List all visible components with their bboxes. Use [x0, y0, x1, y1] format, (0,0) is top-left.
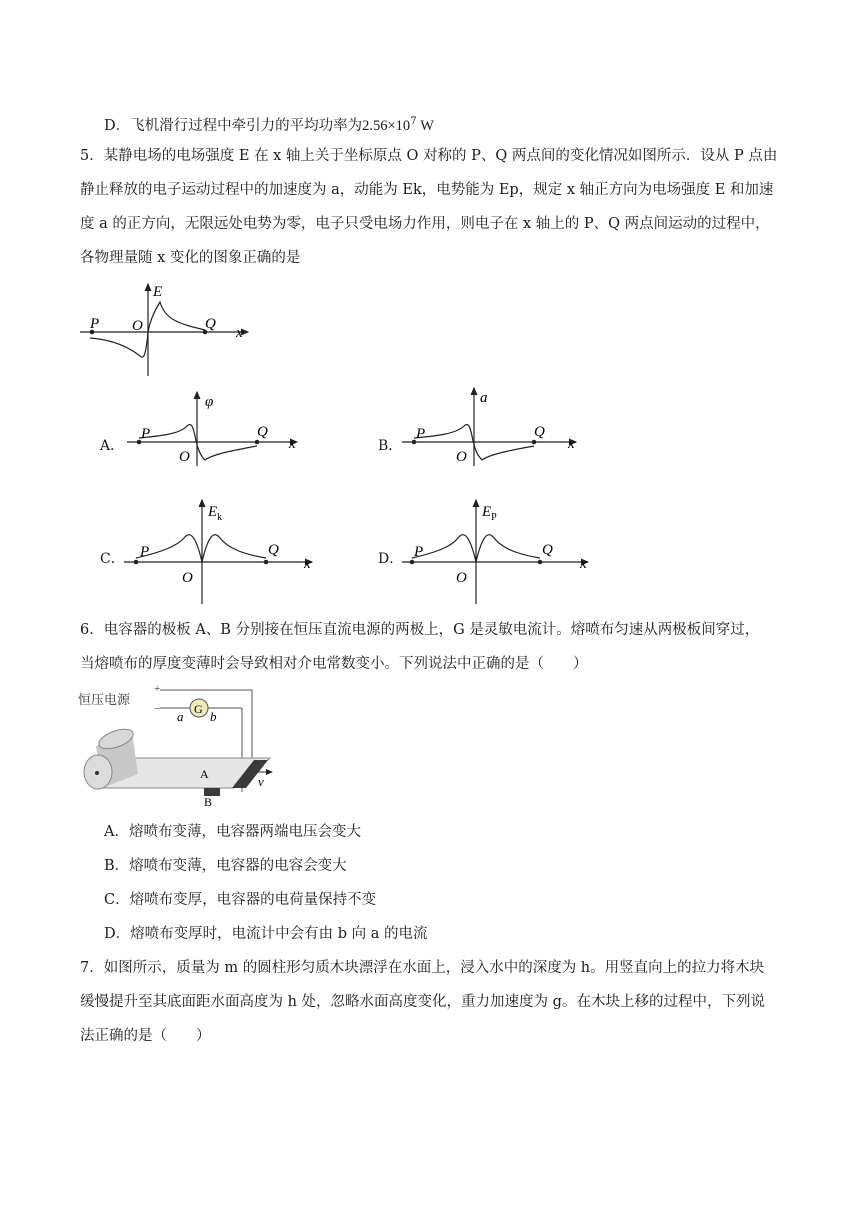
- q6-stem-line-1: 6．电容器的极板 A、B 分别接在恒压直流电源的两极上，G 是灵敏电流计。熔喷布匀速从两极板间穿过，: [80, 622, 760, 638]
- svg-text:x: x: [304, 556, 311, 572]
- svg-text:Q: Q: [534, 424, 545, 440]
- svg-text:+: +: [154, 683, 161, 695]
- q7-stem-line-1: 7．如图所示，质量为 m 的圆柱形匀质木块漂浮在水面上，浸入水中的深度为 h。用竖直向上的拉力将木块: [80, 960, 765, 976]
- svg-text:恒压电源: 恒压电源: [78, 692, 131, 707]
- svg-text:Q: Q: [542, 542, 553, 558]
- q5-option-c-letter: C．: [100, 551, 125, 567]
- svg-text:v: v: [258, 774, 264, 789]
- q4-option-d-unit: W: [416, 117, 434, 134]
- svg-text:A: A: [200, 767, 209, 781]
- q6-option-b: B．熔喷布变薄，电容器的电容会变大: [104, 858, 347, 874]
- q7-stem-line-3: 法正确的是（ ）: [80, 1028, 211, 1044]
- svg-text:P: P: [140, 544, 150, 560]
- svg-text:a: a: [177, 709, 184, 724]
- q4-option-d-exponent: 7: [410, 116, 417, 127]
- svg-text:x: x: [289, 436, 296, 452]
- svg-text:O: O: [456, 449, 467, 465]
- q4-option-d-value: 2.56×10: [362, 117, 411, 134]
- svg-text:P: P: [141, 426, 151, 442]
- p-label: P: [90, 316, 100, 332]
- q5-stem-line-2: 静止释放的电子运动过程中的加速度为 a，动能为 Ek，电势能为 Ep，规定 x 轴正方向为电场强度 E 和加速: [80, 182, 774, 198]
- svg-text:φ: φ: [205, 394, 214, 410]
- svg-text:O: O: [182, 570, 193, 586]
- q7-stem-line-2: 缓慢提升至其底面距水面高度为 h 处，忽略水面高度变化，重力加速度为 g。在木块上移的过程中，下列说: [80, 994, 765, 1010]
- svg-text:−: −: [154, 703, 161, 715]
- svg-text:a: a: [480, 390, 488, 406]
- q5-stem-line-4: 各物理量随 x 变化的图象正确的是: [80, 250, 301, 266]
- svg-text:Ek: $E_k$: [208, 504, 223, 523]
- svg-text:EP: $E_P$: [482, 504, 497, 523]
- y-label: E: [153, 284, 163, 300]
- q5-option-d-graph: [400, 496, 600, 606]
- q5-option-c-graph: [122, 496, 322, 606]
- q6-option-c: C．熔喷布变厚，电容器的电荷量保持不变: [104, 892, 377, 908]
- q5-option-a-graph: [125, 388, 315, 468]
- svg-text:O: O: [179, 449, 190, 465]
- q5-stem-line-3: 度 a 的正方向，无限远处电势为零，电子只受电场力作用，则电子在 x 轴上的 P、Q 两点间运动的过程中，: [80, 216, 770, 232]
- q-label: Q: [205, 316, 216, 332]
- svg-text:P: P: [416, 426, 426, 442]
- svg-text:G: G: [194, 702, 203, 716]
- svg-text:B: B: [204, 795, 213, 809]
- svg-text:P: P: [414, 544, 424, 560]
- q4-option-d: [104, 112, 434, 136]
- q5-stem-line-1: 5．某静电场的电场强度 E 在 x 轴上关于坐标原点 O 对称的 P、Q 两点间的变化情况如图所示．设从 P 点由: [80, 148, 778, 164]
- q6-option-d: D．熔喷布变厚时，电流计中会有由 b 向 a 的电流: [104, 926, 428, 942]
- svg-text:Q: Q: [257, 424, 268, 440]
- q6-stem-line-2: 当熔喷布的厚度变薄时会导致相对介电常数变小。下列说法中正确的是（ ）: [80, 656, 588, 672]
- q5-main-graph: [70, 280, 270, 380]
- q5-option-d-letter: D．: [378, 551, 404, 567]
- x-label: x: [236, 325, 243, 341]
- svg-text:Q: Q: [268, 542, 279, 558]
- q6-capacitor-figure: [74, 680, 284, 810]
- svg-text:O: O: [456, 570, 467, 586]
- q5-option-b-graph: [400, 384, 590, 468]
- svg-text:b: b: [210, 709, 217, 724]
- q5-option-b-letter: B．: [378, 438, 403, 454]
- svg-text:x: x: [568, 436, 575, 452]
- q6-option-a: A．熔喷布变薄，电容器两端电压会变大: [104, 824, 361, 840]
- svg-text:x: x: [580, 556, 587, 572]
- q5-option-a-letter: A．: [100, 438, 125, 454]
- q4-option-d-text: D．飞机滑行过程中牵引力的平均功率为: [104, 117, 363, 134]
- origin-label: O: [132, 318, 143, 334]
